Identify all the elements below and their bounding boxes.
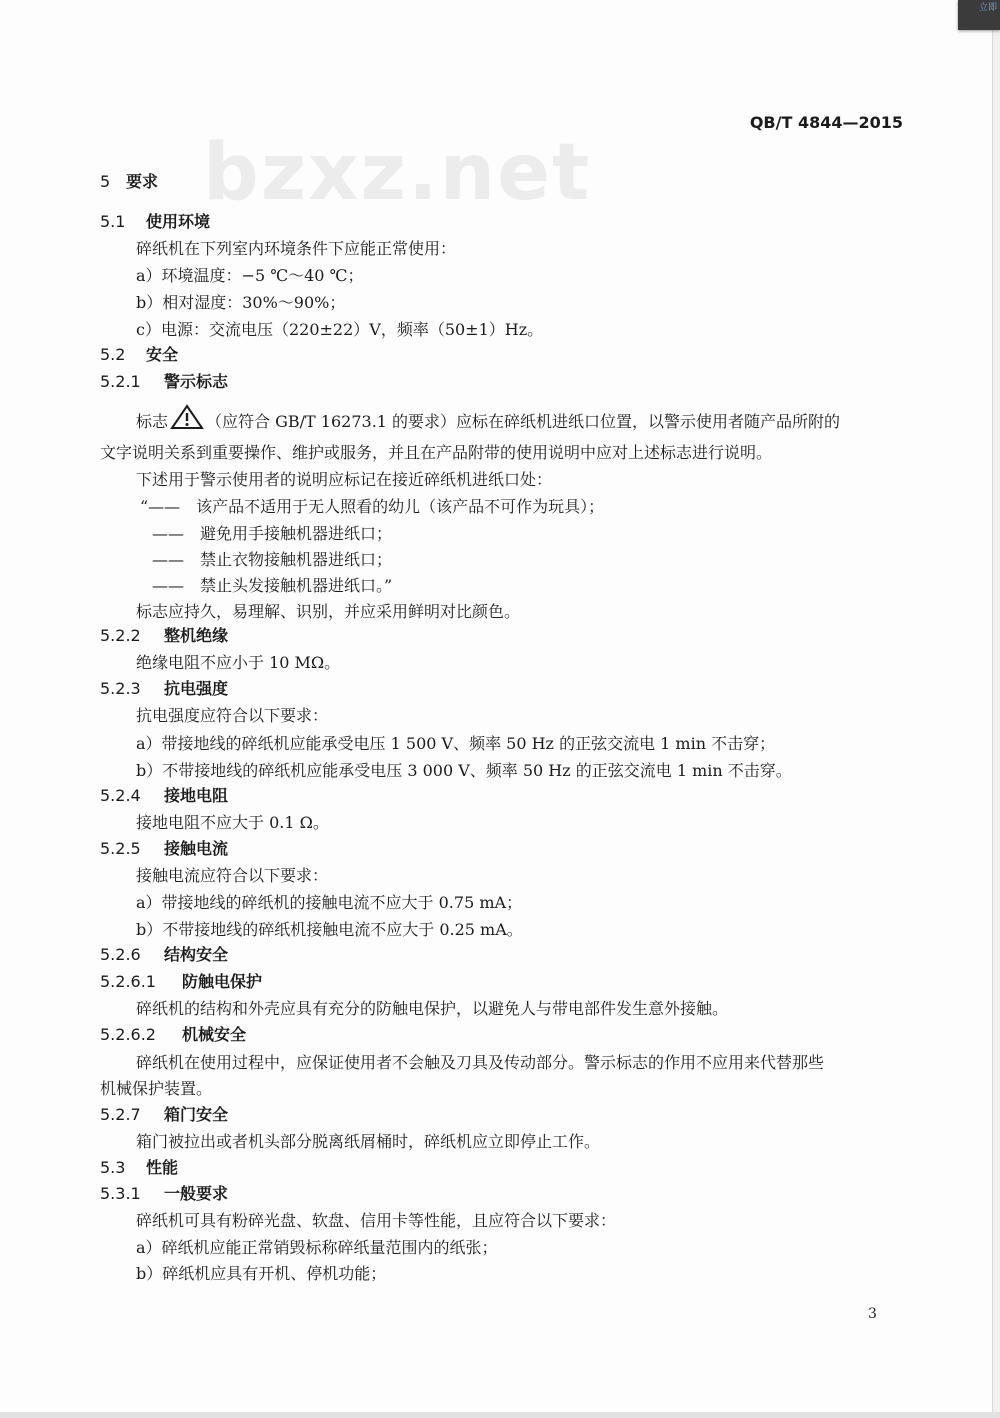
- section-heading-5-2-4: 5.2.4 接地电阻: [100, 786, 229, 805]
- paragraph: 标志应持久，易理解、识别，并应采用鲜明对比颜色。: [136, 602, 521, 621]
- paragraph: 下述用于警示使用者的说明应标记在接近碎纸机进纸口处：: [136, 470, 553, 489]
- section-heading-5-2: 5.2 安全: [100, 345, 179, 364]
- list-item: a）带接地线的碎纸机的接触电流不应大于 0.75 mA；: [136, 893, 523, 912]
- list-item: c）电源：交流电压（220±22）V，频率（50±1）Hz。: [136, 320, 544, 339]
- section-heading-5-2-6-1: 5.2.6.1 防触电保护: [100, 972, 263, 991]
- paragraph: 接触电流应符合以下要求：: [136, 866, 329, 885]
- warning-triangle-icon: [170, 404, 204, 430]
- standard-code: QB/T 4844—2015: [749, 113, 903, 132]
- section-heading-5-2-6: 5.2.6 结构安全: [100, 945, 229, 964]
- list-item: b）相对湿度：30%～90%；: [136, 293, 346, 312]
- corner-badge[interactable]: [958, 0, 1000, 30]
- section-heading-5-2-3: 5.2.3 抗电强度: [100, 679, 229, 698]
- paragraph: 接地电阻不应大于 0.1 Ω。: [136, 813, 329, 832]
- paragraph: 抗电强度应符合以下要求：: [136, 706, 329, 725]
- list-item: b）不带接地线的碎纸机应能承受电压 3 000 V、频率 50 Hz 的正弦交流电 1 min 不击穿。: [136, 761, 792, 780]
- quote-item: —— 避免用手接触机器进纸口；: [152, 524, 393, 543]
- paragraph: 碎纸机在下列室内环境条件下应能正常使用：: [136, 239, 457, 258]
- corner-badge-label: 立即: [978, 3, 997, 13]
- quote-item: —— 禁止衣物接触机器进纸口；: [152, 550, 393, 569]
- section-heading-5-3: 5.3 性能: [100, 1158, 179, 1177]
- watermark: bzxz.net: [203, 128, 592, 218]
- section-heading-5-3-1: 5.3.1 一般要求: [100, 1184, 229, 1203]
- paragraph: 碎纸机在使用过程中，应保证使用者不会触及刀具及传动部分。警示标志的作用不应用来代替那些: [136, 1053, 825, 1072]
- list-item: a）碎纸机应能正常销毁标称碎纸量范围内的纸张；: [136, 1238, 498, 1257]
- paragraph-continuation: 机械保护装置。: [100, 1079, 213, 1098]
- section-heading-5: 5 要求: [100, 172, 159, 191]
- section-heading-5-2-7: 5.2.7 箱门安全: [100, 1105, 229, 1124]
- page-number: 3: [868, 1306, 877, 1322]
- quote-item: “—— 该产品不适用于无人照看的幼儿（该产品不可作为玩具）；: [140, 497, 605, 516]
- viewer-bottom-strip: [0, 1412, 1000, 1418]
- section-heading-5-2-2: 5.2.2 整机绝缘: [100, 626, 229, 645]
- list-item: a）带接地线的碎纸机应能承受电压 1 500 V、频率 50 Hz 的正弦交流电 1 min 不击穿；: [136, 734, 776, 753]
- section-heading-5-2-5: 5.2.5 接触电流: [100, 839, 229, 858]
- section-heading-5-2-1: 5.2.1 警示标志: [100, 372, 229, 391]
- section-heading-5-1: 5.1 使用环境: [100, 212, 211, 231]
- paragraph: 绝缘电阻不应小于 10 MΩ。: [136, 653, 341, 672]
- list-item: b）不带接地线的碎纸机接触电流不应大于 0.25 mA。: [136, 920, 523, 939]
- section-heading-5-2-6-2: 5.2.6.2 机械安全: [100, 1025, 247, 1044]
- list-item: a）环境温度：−5 ℃～40 ℃；: [136, 266, 364, 285]
- paragraph-continuation: 文字说明关系到重要操作、维护或服务，并且在产品附带的使用说明中应对上述标志进行说明。: [100, 443, 773, 462]
- paragraph: 标志 （应符合 GB/T 16273.1 的要求）应标在碎纸机进纸口位置，以警示使用者随产品所附的: [136, 404, 840, 433]
- paragraph: 箱门被拉出或者机头部分脱离纸屑桶时，碎纸机应立即停止工作。: [136, 1132, 601, 1151]
- paragraph: 碎纸机可具有粉碎光盘、软盘、信用卡等性能，且应符合以下要求：: [136, 1211, 617, 1230]
- list-item: b）碎纸机应具有开机、停机功能；: [136, 1264, 387, 1283]
- quote-item: —— 禁止头发接触机器进纸口。”: [152, 576, 393, 595]
- paragraph: 碎纸机的结构和外壳应具有充分的防触电保护，以避免人与带电部件发生意外接触。: [136, 999, 729, 1018]
